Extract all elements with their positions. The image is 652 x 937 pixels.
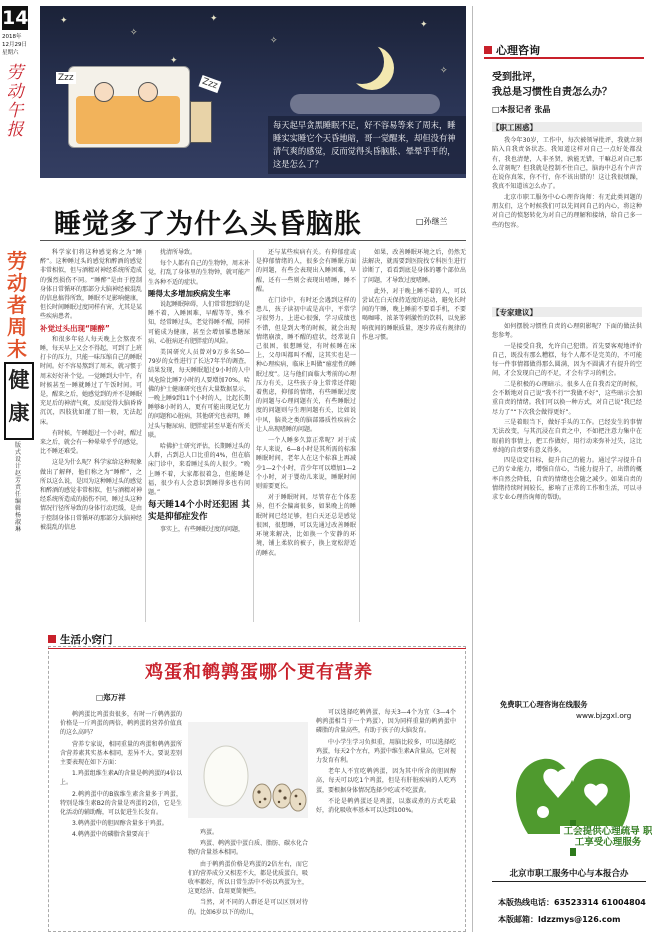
red-square-icon — [48, 635, 56, 643]
blanket-drawing — [76, 96, 180, 144]
paragraph: 扰清所导致。 — [160, 249, 197, 256]
paragraph: 二是积极的心理暗示。很多人在自我否定的时候，会不断地对自己说“我不行”“我做不好”，这些暗示会加重自责的情绪。我们可以换一种方式，对自己说“我已经尽力了”“下次我会做得更好”。 — [492, 380, 642, 416]
egg-column-3 — [316, 708, 456, 924]
psych-label-rule — [484, 57, 644, 59]
paragraph: 3.鹌鹑蛋中的胆固醇含量多于鸡蛋。 — [72, 820, 168, 828]
paragraph: 营养专家说，相同重量的鸡蛋和鹌鹑蛋所含营养素其实基本相同，差异不大。要说差别主要表现在如下方面： — [60, 740, 182, 767]
paragraph: 还与某些疾病有关。有抑郁症或是抑郁情绪的人，很多会有睡眠方面的问题，有些会表现出入睡困难，早醒，还有一些则会表现出嗜睡，睡不醒。 — [256, 249, 356, 293]
paragraph: 4.鹌鹑蛋中的磷脂含量要高于 — [72, 831, 150, 839]
article-teaser: 每天起早贪黑睡眠不足，好不容易等来了周末，睡睡实实睡它个天昏地暗，哥一觉醒来，却但没有神清气爽的感觉，反而觉得头昏脑胀、晕晕乎乎的，这是怎么了？ — [268, 116, 466, 174]
union-slogan: 工会提供心理疏导 职工享受心理服务 — [560, 826, 652, 848]
subheading: 补觉过头出现“睡醉” — [40, 323, 110, 333]
paragraph: 可以选择吃鹌鹑蛋，每天3—4个为宜（3—4个鹌鹑蛋相当于一个鸡蛋），因为同样重量的鹌鹑蛋中磷脂的含量高些，有助于孩子的大脑发育。 — [316, 709, 456, 735]
right-column-divider — [472, 6, 473, 932]
paragraph: 四是设定目标，提升自己的能力。通过学习提升自己的专业能力，增强自信心，当能力提升了，出错的概率自然会降低，自责的情绪也会随之减少。如果自责的情绪持续时间较长，影响了正常的工作和生活，可以寻求专业心理咨询师的帮助。 — [492, 457, 642, 502]
column-divider — [359, 250, 360, 622]
paragraph: 这是为什么呢？科学家给这种现象做出了解释，他们称之为“睡醉”，之所以这么说，是因为这种睡过头的感觉和醉酒的感觉非常相似，但与酒精对神经系统所造成的损伤不同，睡过头这种情况行径所导致的身体行动迟缓，是由于控制身体日常循环的那部分大脑神经被混乱的信息 — [40, 459, 142, 531]
paragraph: 三是着眼当下，做好手头的工作。已经发生的事情无法改变，与其沉浸在自责之中，不如把注意力集中在眼前的事情上，把工作做好，用行动来弥补过失，这比单纯的自责要有意义得多。 — [492, 418, 642, 454]
article-column-2 — [148, 248, 250, 624]
subheading: 睡得太多增加疾病发生率 — [148, 288, 231, 298]
paragraph: 我今年30岁，工作中，每次被领导批评，我就立刻陷入自我责备状态。我知道这样对自己一点好处都没有，我也清楚，人非圣贤，孰能无错，干嘛总对自己那么苛刻呢？但我就是控制不住自己，脑海中总有个声音在说你真笨，你不行，你不该出错的！这让我很烦躁，我真不知道该怎么办了。 — [492, 137, 642, 191]
paragraph: 说起睡眠障碍，人们常常想到的是睡不着，入睡困难，早醒等等，殊不知，经常睡过头，老觉得睡不醒，同样可能成为健康，甚至会增加罹患糖尿病、心脏病还有肥胖症的风险。 — [148, 301, 250, 345]
psych-headline-line2: 我总是习惯性自责怎么办？ — [492, 87, 612, 98]
egg-column-1 — [60, 710, 182, 924]
column-divider — [145, 250, 146, 622]
paragraph: 哈佛护士研究评估，长期睡过头的人群，占到总人口比重的4%，但在临床门诊中，来看睡过头的人很少。“晚上睡不着，大家都很着急，但能睡是福，很少有人会意识到睡得多也有问题。” — [148, 443, 250, 497]
paragraph: 在门诊中，有时还会遇到这样的患儿，孩子读初中或是高中，平常学习很努力，上进心很强，学习成绩也不错，但是到大考的时候，就会出现情绪崩溃，睡不醒的症状，经常说自己很困，很想睡觉，有时候睡在床上，父母叫都叫不醒，这其实也是一种心理疾病，临床上叫做“癔症性的睡眠过度”。这与他们面临大考前的心理压力有关，这些孩子身上常常还伴随着焦虑，抑郁的情绪，有些睡眠过度的问题与心理问题有关，有些睡眠过度的问题则与生理问题有关，比如说中风，脑炎之类的脑部器质性疾病会让人出现嗜睡的问题。 — [256, 297, 356, 433]
paragraph: 鸡蛋。 — [200, 829, 219, 836]
paragraph: 鸡蛋、鹌鹑蛋中蛋白质、脂肪、碳水化合物的含量基本相同。 — [188, 840, 308, 857]
paragraph: 一是接受自我，允许自己犯错。首先要客观地评价自己，既没有那么糟糕，每个人都不是完美的，不可能每一件事情都做得那么圆满，因为不圆满才有提升的空间，才会发现自己的不足，才会有学习的机会。 — [492, 342, 642, 378]
paragraph: 如果，改善睡眠环境之后，仍然无法解决，就需要到医院找专科医生进行诊断了，看看到底是身体的哪个部位出了问题，才导致过度嗜睡。 — [362, 249, 466, 284]
paragraph: 中小学生学习负担重，用脑比较多，可以选择吃鸡蛋，每天2个左右，鸡蛋中维生素A含量高，它对视力发育有利。 — [316, 738, 456, 765]
paragraph: 每个人都有自己的生物钟，周末补觉，打乱了身体里的生物钟，就可能产生各种不适的症状。 — [148, 260, 250, 286]
section-title: 劳动者周末 — [7, 249, 27, 361]
psych-label-text: 心理咨询 — [496, 44, 540, 57]
paragraph: 由于鹌鹑蛋价格是鸡蛋的2倍左右，而它们的营养成分又相差不大，都是优质蛋白，吸收率都好，所以日常生活中不妨以鸡蛋为主，这更经济、食用更简便些。 — [188, 860, 308, 896]
paragraph: 如何摆脱习惯性自责的心理阴影呢？下面的做法供您参考。 — [492, 323, 642, 340]
main-byline: □孙继兰 — [416, 217, 448, 226]
column-divider — [253, 250, 254, 622]
cloud-shape — [290, 94, 440, 114]
contact-phone: 本版热线电话：63523314 61004804 — [498, 898, 646, 907]
egg-byline: □郑万祥 — [96, 693, 126, 702]
tips-label-text: 生活小窍门 — [60, 634, 113, 646]
psych-column-label — [484, 42, 644, 56]
paragraph: 鹌鹑蛋比鸡蛋贵很多，有时一斤鹌鹑蛋的价格是一斤鸡蛋的两倍，鹌鹑蛋的营养价值真的这么高吗？ — [60, 711, 182, 737]
psych-headline-line1: 受到批评， — [492, 72, 542, 83]
article-column-4 — [362, 248, 466, 624]
newspaper-logo: 劳动午报 — [6, 63, 24, 140]
hotline-label: 免费职工心理咨询在线服务 — [500, 700, 588, 709]
paragraph: 此外，对于晚上睡不着的人，可以尝试在白天保持适度的运动，避免长时间的午睡，晚上睡前不要看手机，不要喝咖啡、浓茶等刺激性的饮料，以免影响夜间的睡眠质量，逐步养成有规律的作息习惯。 — [362, 287, 466, 341]
section-subtitle: 健康 — [4, 362, 34, 440]
date-day: 12月29日 — [2, 42, 27, 48]
paragraph: 美国研究人员曾对9万多名50—79岁的女性进行了长达7年半的调查，结果发现，每天睡眠超过9小时的人中风危险比睡7小时的人要增加70%，哈佛的护士健康研究也有大量数据显示，一晚上睡9到11个小时的人，比起长期睡够8小时的人，更有可能出现记忆力的问题和心脏病，其他研究也表明，睡过头与糖尿病、肥胖症甚至早逝有所关联。 — [148, 349, 250, 439]
date-weekday: 星期六 — [2, 50, 19, 56]
paragraph: 2.鹌鹑蛋中的B族维生素含量多于鸡蛋，特别是维生素B2的含量是鸡蛋的2倍，它是生化活动的辅助酶，可以促进生长发育。 — [60, 790, 182, 817]
subheading: 每天睡14个小时还犯困 其实是抑郁症发作 — [148, 500, 250, 523]
eggs-photo — [188, 722, 308, 818]
paragraph: 有时候，午睡超过一个小时，醒过来之后，就会有一种晕晕乎乎的感觉，比不睡还难受。 — [40, 429, 142, 456]
bedside-lamp-icon — [190, 101, 212, 143]
headline-divider — [40, 240, 466, 241]
paragraph: 事实上，有些睡眠过度的问题， — [160, 526, 245, 534]
paragraph: 当然，对不同的人群还是可以区别对待的。比如6岁以下的幼儿， — [188, 899, 308, 916]
page-number: 14 — [2, 7, 29, 29]
organizer-name: 北京市职工服务中心与本报合办 — [509, 869, 629, 879]
paragraph: 老年人不宜吃鹌鹑蛋，因为其中所含的胆固醇高，每天可以吃1个鸡蛋，但是有肝脏疾病的人吃鸡蛋，要根据身体情况选择少吃或不吃蛋黄。 — [316, 768, 456, 794]
contact-email[interactable]: 本版邮箱：ldzzmys@126.com — [498, 915, 621, 924]
sleeper-head-icon — [138, 82, 158, 102]
sleeper-head-icon — [94, 82, 114, 102]
expert-advice-label: 【专家建议】 — [492, 307, 642, 317]
expert-advice-text — [492, 322, 642, 668]
article-column-3 — [256, 248, 356, 624]
worker-question-label: 【职工困惑】 — [492, 122, 642, 132]
paragraph: 北京市职工服务中心心理咨询师：有无此类问题的朋友们，这个时候我们可以先问问自己的内心，将这种对自己的愤怒转化为对自己的理解和接纳，给自己多一些的包容。 — [492, 193, 642, 229]
paragraph: 和很多年轻人每天晚上会熬夜不睡，每天早上又会不得起，可到了上班打卡的压力，只能一味压缩自己的睡眠时间。好不容易熬到了周末，就习惯于周末好好补个觉。一觉睡到大中午，有时候甚至一睡就睡过了午饭时间。可是，醒来之后，她感觉到的并不是睡眠充足后的神清气爽，反而觉得大脑昏昏沉沉，四肢犹如灌了铅一般，无法起床。 — [40, 335, 142, 426]
egg-headline: 鸡蛋和鹌鹑蛋哪个更有营养 — [145, 662, 373, 683]
tips-label-rule — [48, 648, 466, 649]
egg-column-2 — [188, 828, 308, 928]
paragraph: 不论是鹌鹑蛋还是鸡蛋，以蒸或煮的方式吃最好，消化吸收率基本可以达到100%。 — [316, 797, 456, 815]
date-year: 2018年 — [2, 34, 22, 40]
paragraph: 1.鸡蛋组维生素A的含量是鹌鹑蛋的4倍以上。 — [60, 770, 182, 787]
organizer-rule — [492, 881, 646, 882]
paragraph: 一个人睡多久算正常呢？对于成年人来说，6—8小时是其所需的标准睡眠时间，老年人在这个标准上再减少1—2个小时，青少年可以增加1—2个小时，对于婴幼儿来说，睡眠时间则需要更长。 — [256, 437, 356, 491]
paragraph: 对于睡眠时间，尽管存在个体差异，但不会偏离很多，如果晚上的睡眠时间已经足够，但白天还总是感觉很困，很想睡，可以先通过改善睡眠环境来解决，比如换一个安静的环境，铺上柔软的被子，换上宽松舒适的睡衣。 — [256, 494, 356, 557]
issue-date — [2, 33, 32, 57]
psych-headline — [492, 70, 642, 100]
tips-column-label — [48, 632, 113, 647]
hotline-website[interactable]: www.bjzgxl.org — [576, 711, 632, 720]
paragraph: 科学家们将这种感觉称之为“睡醉”。这种睡过头的感觉和醉酒的感觉非常相似，但与酒精对神经系统所造成的强烈损伤不同。“睡醉”是由于控制身体日常循环的那部分大脑神经被混乱的信息搞得所致，睡眠不足影响健康，但长时间睡眠过度同样有害，尤其是某些疾病患者。 — [40, 249, 142, 321]
article-column-1 — [40, 248, 142, 624]
sleep-sign-right: Zzz — [199, 75, 222, 93]
worker-question-text — [492, 136, 642, 296]
moon-icon — [340, 40, 384, 84]
psych-byline: □本报记者 张晶 — [492, 105, 551, 114]
eggs-drawing — [188, 722, 308, 818]
bedroom-night-illustration: ✦ ✧ ✦ ✧ ✦ ✧ ✦ Zzz Zzz 每天起早贪黑睡眠不足，好不容易等来了周末，睡睡实实睡它个天昏地暗，哥一觉醒来，却但没有神清气爽的感觉，反而觉得头昏脑胀、晕晕乎乎的，这是怎么了？ — [40, 6, 466, 178]
editor-credits: 版式设计 赵 芳 责任编辑 杨淑琳 — [15, 442, 22, 533]
red-square-icon — [484, 46, 492, 54]
sleep-sign-left: Zzz — [58, 73, 74, 83]
main-headline: 睡觉多了为什么头昏脑胀 — [54, 209, 362, 240]
